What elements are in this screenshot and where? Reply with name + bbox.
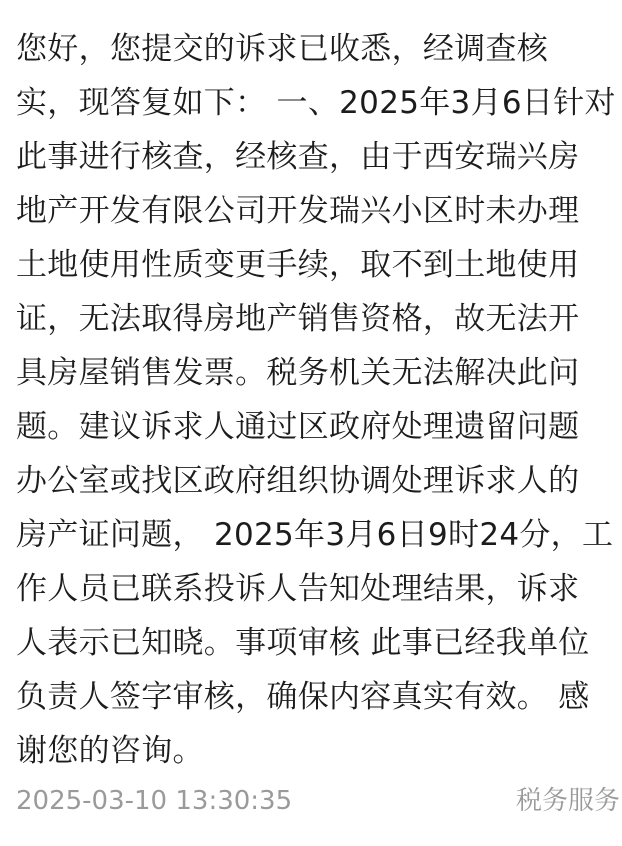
reply-line: 作人员已联系投诉人告知处理结果，诉求 <box>16 571 580 607</box>
reply-line: 具房屋销售发票。税务机关无法解决此问 <box>16 355 580 391</box>
reply-content <box>16 22 616 778</box>
reply-line: 实，现答复如下： 一、2025年3月6日针对 <box>16 85 616 121</box>
reply-line: 房产证问题， 2025年3月6日9时24分，工 <box>16 517 614 553</box>
reply-meta <box>16 781 622 821</box>
reply-line: 此事进行核查，经核查，由于西安瑞兴房 <box>16 139 580 175</box>
reply-line: 土地使用性质变更手续，取不到土地使用 <box>16 247 580 283</box>
reply-timestamp: 2025-03-10 13:30:35 <box>16 786 293 816</box>
reply-line: 负责人签字审核，确保内容真实有效。 感 <box>16 679 590 715</box>
reply-line: 地产开发有限公司开发瑞兴小区时未办理 <box>16 193 580 229</box>
reply-line: 证，无法取得房地产销售资格，故无法开 <box>16 301 580 337</box>
reply-source[interactable]: 税务服务 <box>516 786 621 816</box>
reply-line: 办公室或找区政府组织协调处理诉求人的 <box>16 463 580 499</box>
reply-line: 谢您的咨询。 <box>16 733 204 769</box>
reply-line: 题。建议诉求人通过区政府处理遗留问题 <box>16 409 580 445</box>
reply-line: 您好，您提交的诉求已收悉，经调查核 <box>16 31 549 67</box>
reply-line: 人表示已知晓。事项审核 此事已经我单位 <box>16 625 590 661</box>
